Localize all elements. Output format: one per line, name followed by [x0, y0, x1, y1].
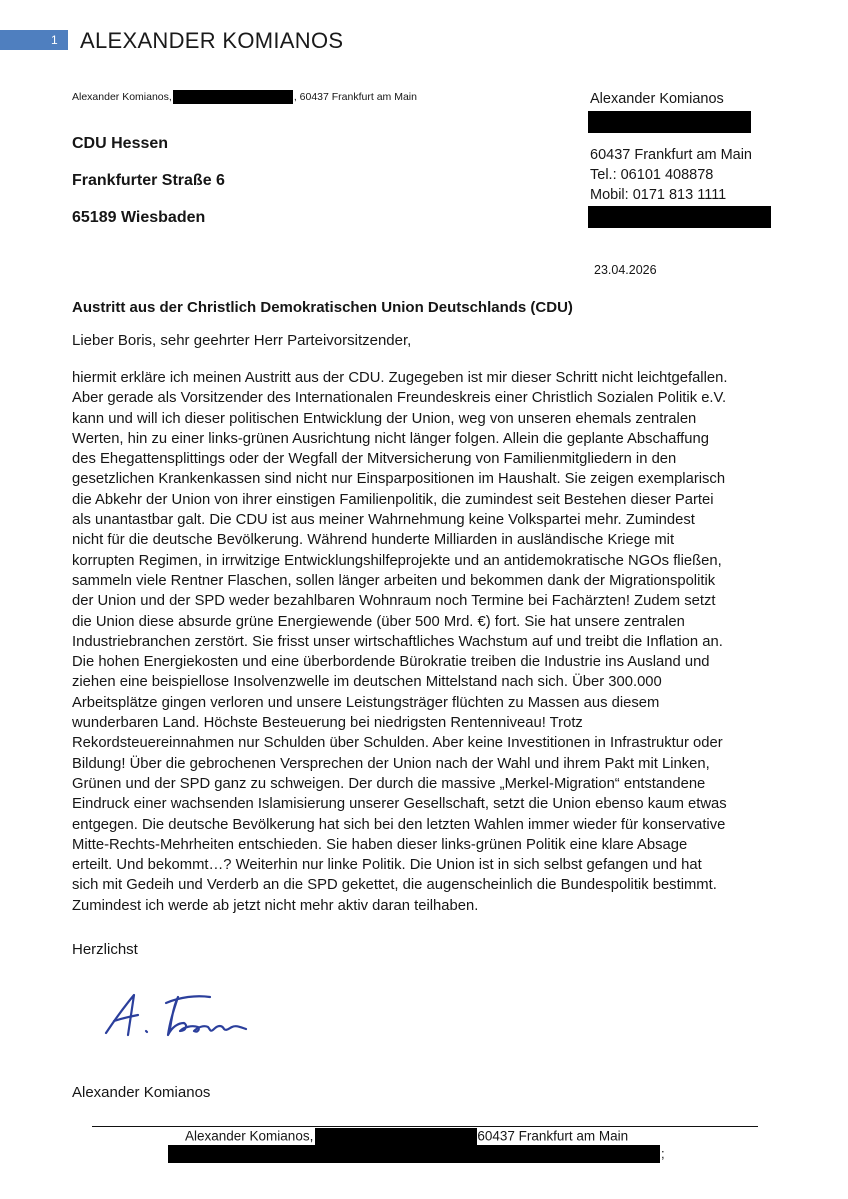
body-line: Rekordsteuereinnahmen nur Schulden über Schulden. Aber keine Investitionen in Infrastruktur oder — [72, 735, 723, 752]
body-line: Industriebranchen zerstört. Sie frisst unser wirtschaftliches Wachstum auf und treibt die Inflation an. — [72, 633, 723, 650]
footer-address-line — [185, 1128, 628, 1146]
body-line: Grünen und der SPD ganz zu schweigen. Der durch die massive „Merkel-Migration“ entstandene — [72, 775, 706, 792]
redaction-bar — [315, 1128, 477, 1146]
body-line: nicht für die deutsche Bevölkerung. Während hunderte Milliarden in ausländische Kriege mit — [72, 532, 675, 549]
page-number: 1 — [51, 33, 58, 47]
body-line: sich mit Gedeih und Verderb an die SPD gekettet, die augenscheinlich die Bundespolitik bestimmt. — [72, 877, 717, 894]
footer-name: Alexander Komianos, — [185, 1128, 314, 1144]
recipient-org: CDU Hessen — [72, 135, 169, 152]
letter-date: 23.04.2026 — [594, 263, 657, 277]
body-line: der Union und der SPD weder bezahlbaren Wohnraum noch Termine bei Fachärzten! Zudem setzt — [72, 593, 716, 610]
body-line: des Ehegattensplittings oder der Wegfall der Mitversicherung von Familienmitgliedern in den — [72, 451, 677, 468]
body-line: sammeln viele Rentner Flaschen, sollen länger arbeiten und bekommen dank der Migrationspolitik — [72, 572, 716, 589]
sender-return-name: Alexander Komianos, — [72, 91, 172, 103]
letter-subject: Austritt aus der Christlich Demokratischen Union Deutschlands (CDU) — [72, 299, 573, 316]
sender-block-phone: Tel.: 06101 408878 — [590, 167, 714, 183]
redaction-bar — [588, 206, 771, 228]
body-line: entgegen. Die deutsche Bevölkerung hat sich bei den letzten Wahlen immer wieder für konservative — [72, 816, 726, 833]
letter-salutation: Lieber Boris, sehr geehrter Herr Parteivorsitzender, — [72, 332, 412, 349]
body-line: korrupten Regimen, in irrwitzige Entwicklungshilfeprojekte und an antidemokratische NGOs fließen, — [72, 552, 722, 569]
footer-trailing: ; — [661, 1146, 665, 1161]
redaction-bar — [588, 111, 751, 133]
handwritten-signature — [100, 985, 270, 1045]
body-line: erteilt. Und bekommt…? Weiterhin nur linke Politik. Die Union ist in sich selbst gefangen und hat — [72, 857, 702, 874]
footer-city: 60437 Frankfurt am Main — [477, 1128, 629, 1144]
sender-return-city: , 60437 Frankfurt am Main — [293, 91, 417, 103]
redaction-bar — [173, 90, 293, 104]
sender-block-name: Alexander Komianos — [590, 91, 724, 107]
recipient-street: Frankfurter Straße 6 — [72, 172, 225, 189]
body-line: ziehen eine beispiellose Insolvenzwelle im deutschen Mittelstand nach sich. Über 300.000 — [72, 674, 662, 691]
recipient-city: 65189 Wiesbaden — [72, 209, 206, 226]
body-line: wunderbaren Land. Höchste Besteuerung bei niedrigsten Rentenniveau! Trotz — [72, 715, 583, 732]
body-line: Die hohen Energiekosten und eine überbordende Bürokratie treiben die Industrie ins Ausland und — [72, 654, 710, 671]
body-line: kann und will ich dieser politischen Entwicklung der Union, weg von unseren ehemals zentralen — [72, 410, 697, 427]
body-line: als unantastbar galt. Die CDU ist aus meiner Wahrnehmung keine Volkspartei mehr. Zumindest — [72, 512, 695, 529]
body-line: die Abkehr der Union von ihrer einstigen Familienpolitik, die zumindest seit Bestehen dieser Partei — [72, 491, 714, 508]
body-line: Mitte-Rechts-Mehrheiten entschieden. Sie haben dieser links-grünen Politik eine klare Absage — [72, 836, 688, 853]
letterhead-name: ALEXANDER KOMIANOS — [80, 28, 344, 53]
redaction-bar — [168, 1145, 660, 1163]
body-line: Werten, hin zu einer links-grünen Ausrichtung nicht länger folgen. Allein die geplante Abschaffung — [72, 430, 709, 447]
body-line: gesetzlichen Krankenkassen sind nicht nur Einsparpositionen im Haushalt. Sie zeigen exemplarisch — [72, 471, 726, 488]
body-line: Zumindest ich werde ab jetzt nicht mehr aktiv daran teilhaben. — [72, 897, 479, 914]
sender-return-line — [72, 90, 417, 104]
body-line: Eindruck einer wachsenden Islamisierung unserer Gesellschaft, setzt die Union ebenso kaum etwas — [72, 796, 727, 813]
body-line: hiermit erkläre ich meinen Austritt aus der CDU. Zugegeben ist mir dieser Schritt nicht leichtgefallen. — [72, 370, 728, 386]
body-line: Bildung! Über die gebrochenen Versprechen der Union nach der Wahl und ihrem Pakt mit Linken, — [72, 755, 710, 772]
letter-closing: Herzlichst — [72, 941, 138, 958]
signer-name: Alexander Komianos — [72, 1084, 211, 1101]
body-line: Arbeitsplätze gingen verloren und unsere Leistungsträger flüchten zu Massen aus diesem — [72, 694, 660, 711]
footer-divider — [92, 1126, 758, 1127]
body-line: die Union diese absurde grüne Energiewende (über 500 Mrd. €) fort. Sie hat unsere zentralen — [72, 613, 685, 630]
sender-block-city: 60437 Frankfurt am Main — [590, 147, 752, 163]
letter-body — [72, 368, 772, 916]
sender-block-mobile: Mobil: 0171 813 1111 — [590, 187, 727, 203]
body-line: Aber gerade als Vorsitzender des Internationalen Freundeskreis einer Christlich Sozialen Politik e.V. — [72, 390, 727, 407]
